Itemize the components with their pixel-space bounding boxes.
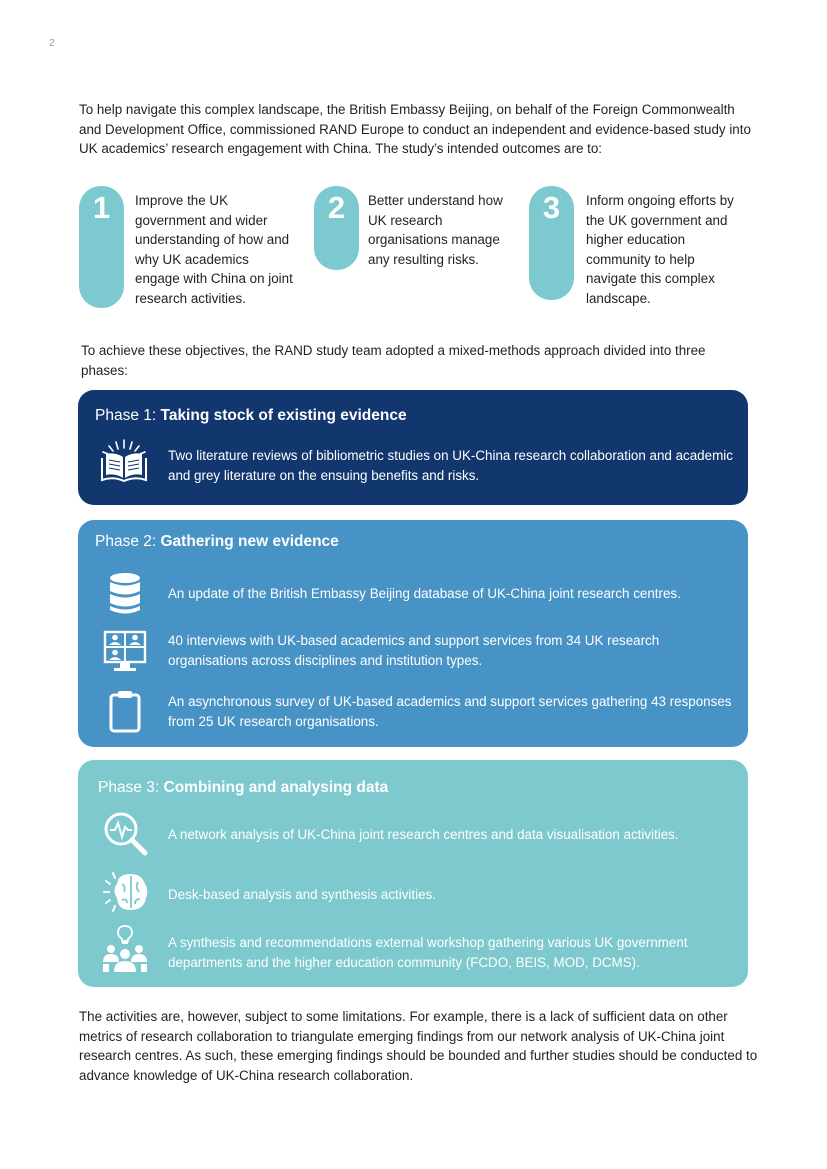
phase-1-panel [78,390,748,505]
phase-3-panel [78,760,748,987]
approach-intro: To achieve these objectives, the RAND study team adopted a mixed-methods approach divided into three phases: [81,343,706,378]
phase-2-panel [78,520,748,747]
phase-1-title: Phase 1: Taking stock of existing evidence [95,407,407,424]
page-number: 2 [49,38,55,49]
phase-2-item-1: An update of the British Embassy Beijing database of UK-China joint research centres. [168,586,681,601]
phase-1-item-1: Two literature reviews of bibliometric studies on UK-China research collaboration and academic and grey literature on the ensuing benefits and risks. [168,448,733,483]
phase-3-item-1: A network analysis of UK-China joint research centres and data visualisation activities. [168,827,679,842]
outcome-2-text: Better understand how UK research organisations manage any resulting risks. [368,193,503,267]
brain-icon [102,868,150,916]
outcome-3-text: Inform ongoing efforts by the UK government and higher education community to help navigate this complex landscape. [586,193,734,306]
database-icon [105,570,153,618]
magnifier-pulse-icon [102,810,150,858]
outcome-3-badge: 3 [529,186,574,300]
intro-paragraph: To help navigate this complex landscape, the British Embassy Beijing, on behalf of the Foreign Commonwealth and Development Office, commissioned RAND Europe to conduct an independent and evidence-based study into UK academics’ research engagement with China. The study’s intended outcomes are to: [79,102,751,156]
outcome-1-badge: 1 [79,186,124,308]
clipboard-icon [102,688,150,736]
closing-paragraph: The activities are, however, subject to some limitations. For example, there is a lack of sufficient data on other metrics of research collaboration to triangulate emerging findings from our network analysis of UK-China joint research centres. As such, these emerging findings should be bounded and further studies should be conducted to advance knowledge of UK-China research collaboration. [79,1009,758,1083]
video-call-icon [102,628,150,676]
phase-3-item-2: Desk-based analysis and synthesis activities. [168,887,436,902]
phase-3-item-3: A synthesis and recommendations external workshop gathering various UK government departments and the higher education community (FCDO, BEIS, MOD, DCMS). [168,935,688,970]
phase-2-title: Phase 2: Gathering new evidence [95,533,339,550]
phase-2-item-3: An asynchronous survey of UK-based academics and support services gathering 43 responses from 25 UK research organisations. [168,694,732,729]
phase-2-item-2: 40 interviews with UK-based academics and support services from 34 UK research organisations across disciplines and institution types. [168,633,660,668]
outcome-2-badge: 2 [314,186,359,270]
open-book-icon [98,434,150,486]
phase-3-title: Phase 3: Combining and analysing data [98,779,389,796]
workshop-group-icon [100,924,150,974]
outcome-1-text: Improve the UK government and wider understanding of how and why UK academics engage with China on joint research activities. [135,193,293,306]
